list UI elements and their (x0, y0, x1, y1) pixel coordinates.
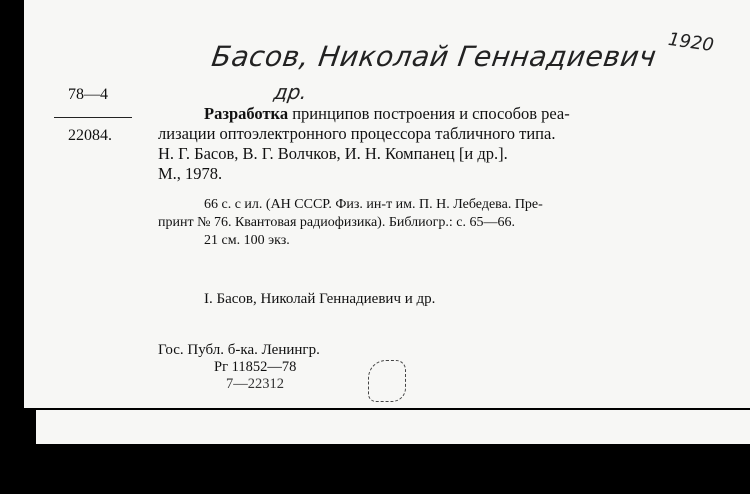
entry-title-bold: Разработка (204, 104, 289, 123)
library-name: Гос. Публ. б-ка. Ленингр. (158, 342, 320, 358)
call-number-divider (54, 117, 132, 118)
collation-line-1: 66 с. с ил. (АН СССР. Физ. ин-т им. П. Н. Лебедева. Пре- (204, 197, 543, 212)
entry-imprint: М., 1978. (158, 164, 223, 183)
library-number-2: 7—22312 (226, 376, 284, 392)
handwritten-suffix: др. (272, 80, 309, 104)
collation-line-2: принт № 76. Квантовая радиофизика). Библиогр.: с. 65—66. (158, 215, 515, 230)
call-number-bottom: 22084. (68, 127, 112, 144)
library-number-1: Рг 11852—78 (214, 359, 297, 375)
entry-line-1 (204, 104, 570, 124)
card-bottom-edge (36, 410, 750, 444)
handwritten-author-name: Басов, Николай Геннадиевич (209, 40, 659, 73)
card-left-edge (0, 0, 24, 430)
entry-line-2: лизации оптоэлектронного процессора табличного типа. (158, 124, 556, 143)
entry-authors: Н. Г. Басов, В. Г. Волчков, И. Н. Компанец [и др.]. (158, 144, 508, 163)
stamp-mark (368, 360, 406, 402)
handwritten-year: 1920 (666, 28, 716, 57)
tracing-entry: I. Басов, Николай Геннадиевич и др. (204, 291, 436, 307)
collation-line-3: 21 см. 100 экз. (204, 233, 290, 248)
entry-title-rest: принципов построения и способов реа- (288, 104, 570, 123)
call-number-top: 78—4 (68, 86, 108, 103)
